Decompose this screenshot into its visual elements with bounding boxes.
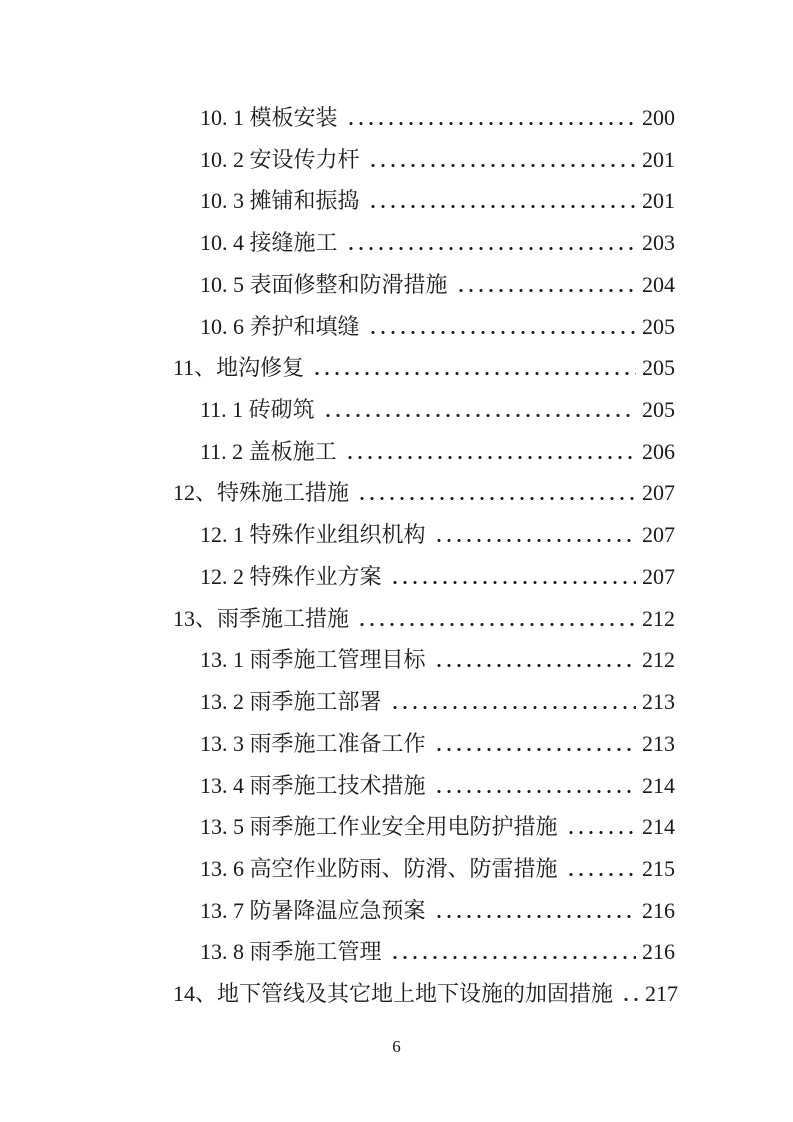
toc-leader-dots (566, 829, 636, 834)
toc-entry-label: 12. 1 特殊作业组织机构 (200, 522, 426, 548)
toc-entry[interactable] (173, 139, 675, 181)
toc-entry[interactable] (173, 472, 675, 514)
toc-entry-label: 10. 5 表面修整和防滑措施 (200, 271, 448, 297)
toc-entry-label: 13. 3 雨季施工准备工作 (200, 730, 426, 756)
toc-entry[interactable] (173, 97, 675, 139)
toc-entry[interactable] (173, 431, 675, 473)
toc-entry-page-number: 216 (642, 939, 675, 965)
toc-entry-label: 10. 2 安设传力杆 (200, 146, 360, 172)
toc-entry-page-number: 214 (642, 772, 675, 798)
toc-entry[interactable] (173, 347, 675, 389)
toc-entry-page-number: 203 (642, 230, 675, 256)
toc-entry-page-number: 216 (642, 897, 675, 923)
toc-entry[interactable] (173, 556, 675, 598)
toc-entry-label: 13. 6 高空作业防雨、防滑、防雷措施 (200, 855, 558, 881)
toc-leader-dots (456, 287, 636, 292)
toc-entry-label: 11. 2 盖板施工 (200, 438, 337, 464)
toc-entry-label: 13. 1 雨季施工管理目标 (200, 647, 426, 673)
toc-entry[interactable] (173, 681, 675, 723)
toc-entry[interactable] (173, 598, 675, 640)
toc-entry-page-number: 207 (642, 480, 675, 506)
toc-leader-dots (434, 913, 636, 918)
toc-entry-label: 13. 4 雨季施工技术措施 (200, 772, 426, 798)
toc-entry-page-number: 205 (642, 313, 675, 339)
toc-entry-page-number: 205 (642, 355, 675, 381)
toc-entry-label: 10. 6 养护和填缝 (200, 313, 360, 339)
toc-leader-dots (346, 120, 636, 125)
toc-leader-dots (368, 329, 636, 334)
toc-leader-dots (434, 746, 636, 751)
toc-entry[interactable] (173, 514, 675, 556)
toc-entry-page-number: 201 (642, 146, 675, 172)
toc-entry-label: 14、地下管线及其它地上地下设施的加固措施 (173, 981, 614, 1007)
toc-entry-page-number: 207 (642, 522, 675, 548)
toc-entry-label: 10. 4 接缝施工 (200, 230, 338, 256)
toc-entry-label: 13. 8 雨季施工管理 (200, 939, 382, 965)
toc-leader-dots (312, 370, 636, 375)
footer-page-number: 6 (392, 1037, 401, 1056)
toc-entry-label: 11、地沟修复 (173, 355, 305, 381)
toc-entry-label: 10. 3 摊铺和振捣 (200, 188, 360, 214)
toc-entry-page-number: 200 (642, 105, 675, 130)
toc-leader-dots (566, 871, 636, 876)
toc-entry-label: 13. 5 雨季施工作业安全用电防护措施 (200, 814, 558, 840)
toc-entry[interactable] (173, 723, 675, 765)
toc-entry-page-number: 215 (642, 855, 675, 881)
toc-entry[interactable] (173, 765, 675, 807)
toc-entry[interactable] (173, 222, 675, 264)
toc-entry-page-number: 212 (642, 605, 675, 631)
toc-entry-label: 13、雨季施工措施 (173, 605, 350, 631)
toc-entry-page-number: 206 (642, 438, 675, 464)
toc-leader-dots (368, 162, 636, 167)
toc-entry-page-number: 213 (642, 689, 675, 715)
toc-entry[interactable] (173, 848, 675, 890)
toc-leader-dots (390, 704, 636, 709)
toc-entry[interactable] (173, 931, 675, 973)
toc-entry-label: 12、特殊施工措施 (173, 480, 350, 506)
toc-leader-dots (357, 621, 636, 626)
toc-entry-page-number: 205 (642, 397, 675, 423)
toc-entry[interactable] (173, 389, 675, 431)
toc-entry-page-number: 201 (642, 188, 675, 214)
toc-leader-dots (323, 412, 636, 417)
toc-entry[interactable] (173, 973, 679, 1015)
toc-entry-page-number: 212 (642, 647, 675, 673)
toc-entry[interactable] (173, 306, 675, 348)
toc-entry[interactable] (173, 890, 675, 932)
toc-leader-dots (357, 495, 636, 500)
toc-leader-dots (434, 788, 636, 793)
toc-leader-dots (390, 579, 636, 584)
toc-entry[interactable] (173, 639, 675, 681)
toc-entry[interactable] (173, 180, 675, 222)
toc-list (173, 97, 679, 1015)
toc-entry-label: 13. 7 防暑降温应急预案 (200, 897, 426, 923)
toc-entry-label: 11. 1 砖砌筑 (200, 397, 315, 423)
toc-entry-label: 13. 2 雨季施工部署 (200, 689, 382, 715)
toc-entry[interactable] (173, 264, 675, 306)
toc-entry-page-number: 207 (642, 563, 675, 589)
toc-leader-dots (346, 245, 636, 250)
toc-entry-page-number: 213 (642, 730, 675, 756)
toc-leader-dots (368, 203, 636, 208)
toc-entry-label: 12. 2 特殊作业方案 (200, 563, 382, 589)
toc-leader-dots (434, 662, 636, 667)
toc-entry-page-number: 204 (642, 271, 675, 297)
toc-leader-dots (345, 454, 636, 459)
toc-leader-dots (390, 954, 636, 959)
toc-entry-page-number: 217 (645, 981, 679, 1007)
toc-leader-dots (621, 996, 639, 1001)
toc-leader-dots (434, 537, 636, 542)
toc-entry-page-number: 214 (642, 814, 675, 840)
toc-entry[interactable] (173, 806, 675, 848)
toc-entry-label: 10. 1 模板安装 (200, 105, 338, 130)
